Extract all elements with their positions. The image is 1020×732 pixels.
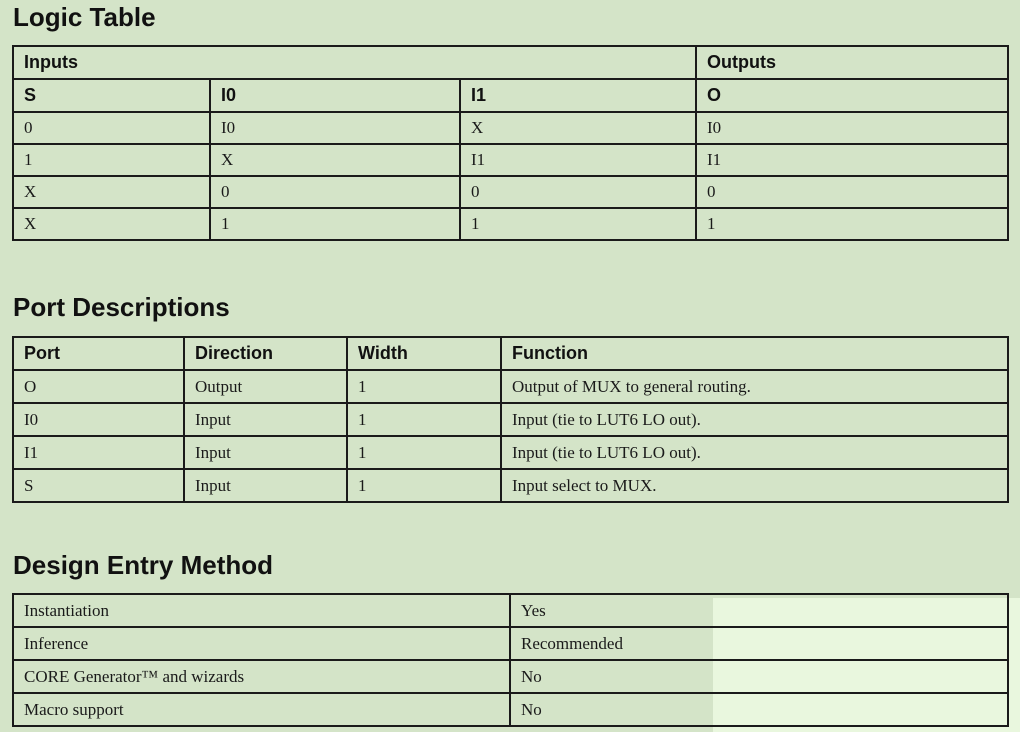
table-cell: X bbox=[210, 144, 460, 176]
table-cell: No bbox=[510, 660, 1008, 693]
table-cell: Recommended bbox=[510, 627, 1008, 660]
table-cell: I1 bbox=[460, 144, 696, 176]
design-entry-heading: Design Entry Method bbox=[13, 550, 274, 580]
table-cell: Output bbox=[184, 370, 347, 403]
table-row bbox=[13, 370, 1008, 403]
table-row bbox=[13, 144, 1008, 176]
column-header-o: O bbox=[696, 79, 1008, 112]
column-header-width: Width bbox=[347, 337, 501, 370]
table-cell: 0 bbox=[460, 176, 696, 208]
table-cell: X bbox=[13, 208, 210, 240]
outputs-group-header: Outputs bbox=[696, 46, 1008, 79]
table-cell: X bbox=[13, 176, 210, 208]
table-cell: Input bbox=[184, 436, 347, 469]
column-header-i0: I0 bbox=[210, 79, 460, 112]
table-row bbox=[13, 176, 1008, 208]
design-entry-table bbox=[12, 593, 1009, 727]
port-descriptions-heading: Port Descriptions bbox=[13, 292, 230, 322]
table-row bbox=[13, 469, 1008, 502]
table-cell: I0 bbox=[13, 403, 184, 436]
column-header-function: Function bbox=[501, 337, 1008, 370]
port-header-row bbox=[13, 337, 1008, 370]
inputs-group-header: Inputs bbox=[13, 46, 696, 79]
table-row bbox=[13, 594, 1008, 627]
table-cell: 1 bbox=[13, 144, 210, 176]
column-header-i1: I1 bbox=[460, 79, 696, 112]
column-header-s: S bbox=[13, 79, 210, 112]
table-row bbox=[13, 660, 1008, 693]
table-cell: X bbox=[460, 112, 696, 144]
table-cell: I1 bbox=[13, 436, 184, 469]
logic-table-heading: Logic Table bbox=[13, 2, 156, 32]
table-cell: 1 bbox=[347, 469, 501, 502]
table-cell: I0 bbox=[696, 112, 1008, 144]
logic-group-header-row bbox=[13, 46, 1008, 79]
table-cell: Input bbox=[184, 469, 347, 502]
table-cell: 1 bbox=[460, 208, 696, 240]
table-cell: I0 bbox=[210, 112, 460, 144]
column-header-port: Port bbox=[13, 337, 184, 370]
table-row bbox=[13, 208, 1008, 240]
table-cell: Output of MUX to general routing. bbox=[501, 370, 1008, 403]
table-row bbox=[13, 403, 1008, 436]
logic-column-header-row bbox=[13, 79, 1008, 112]
table-row bbox=[13, 627, 1008, 660]
logic-table bbox=[12, 45, 1009, 241]
table-cell: O bbox=[13, 370, 184, 403]
table-cell: Input bbox=[184, 403, 347, 436]
table-cell: Input (tie to LUT6 LO out). bbox=[501, 436, 1008, 469]
table-cell: 1 bbox=[210, 208, 460, 240]
table-cell: 1 bbox=[347, 403, 501, 436]
port-descriptions-table bbox=[12, 336, 1009, 503]
table-row bbox=[13, 693, 1008, 726]
table-cell: No bbox=[510, 693, 1008, 726]
table-cell: CORE Generator™ and wizards bbox=[13, 660, 510, 693]
table-cell: Input select to MUX. bbox=[501, 469, 1008, 502]
table-cell: Yes bbox=[510, 594, 1008, 627]
table-cell: 1 bbox=[347, 370, 501, 403]
column-header-direction: Direction bbox=[184, 337, 347, 370]
table-cell: 1 bbox=[347, 436, 501, 469]
table-cell: 0 bbox=[210, 176, 460, 208]
table-cell: 1 bbox=[696, 208, 1008, 240]
table-cell: S bbox=[13, 469, 184, 502]
table-cell: Instantiation bbox=[13, 594, 510, 627]
table-cell: I1 bbox=[696, 144, 1008, 176]
table-row bbox=[13, 112, 1008, 144]
table-cell: Macro support bbox=[13, 693, 510, 726]
table-cell: 0 bbox=[696, 176, 1008, 208]
table-cell: 0 bbox=[13, 112, 210, 144]
table-cell: Inference bbox=[13, 627, 510, 660]
table-row bbox=[13, 436, 1008, 469]
table-cell: Input (tie to LUT6 LO out). bbox=[501, 403, 1008, 436]
